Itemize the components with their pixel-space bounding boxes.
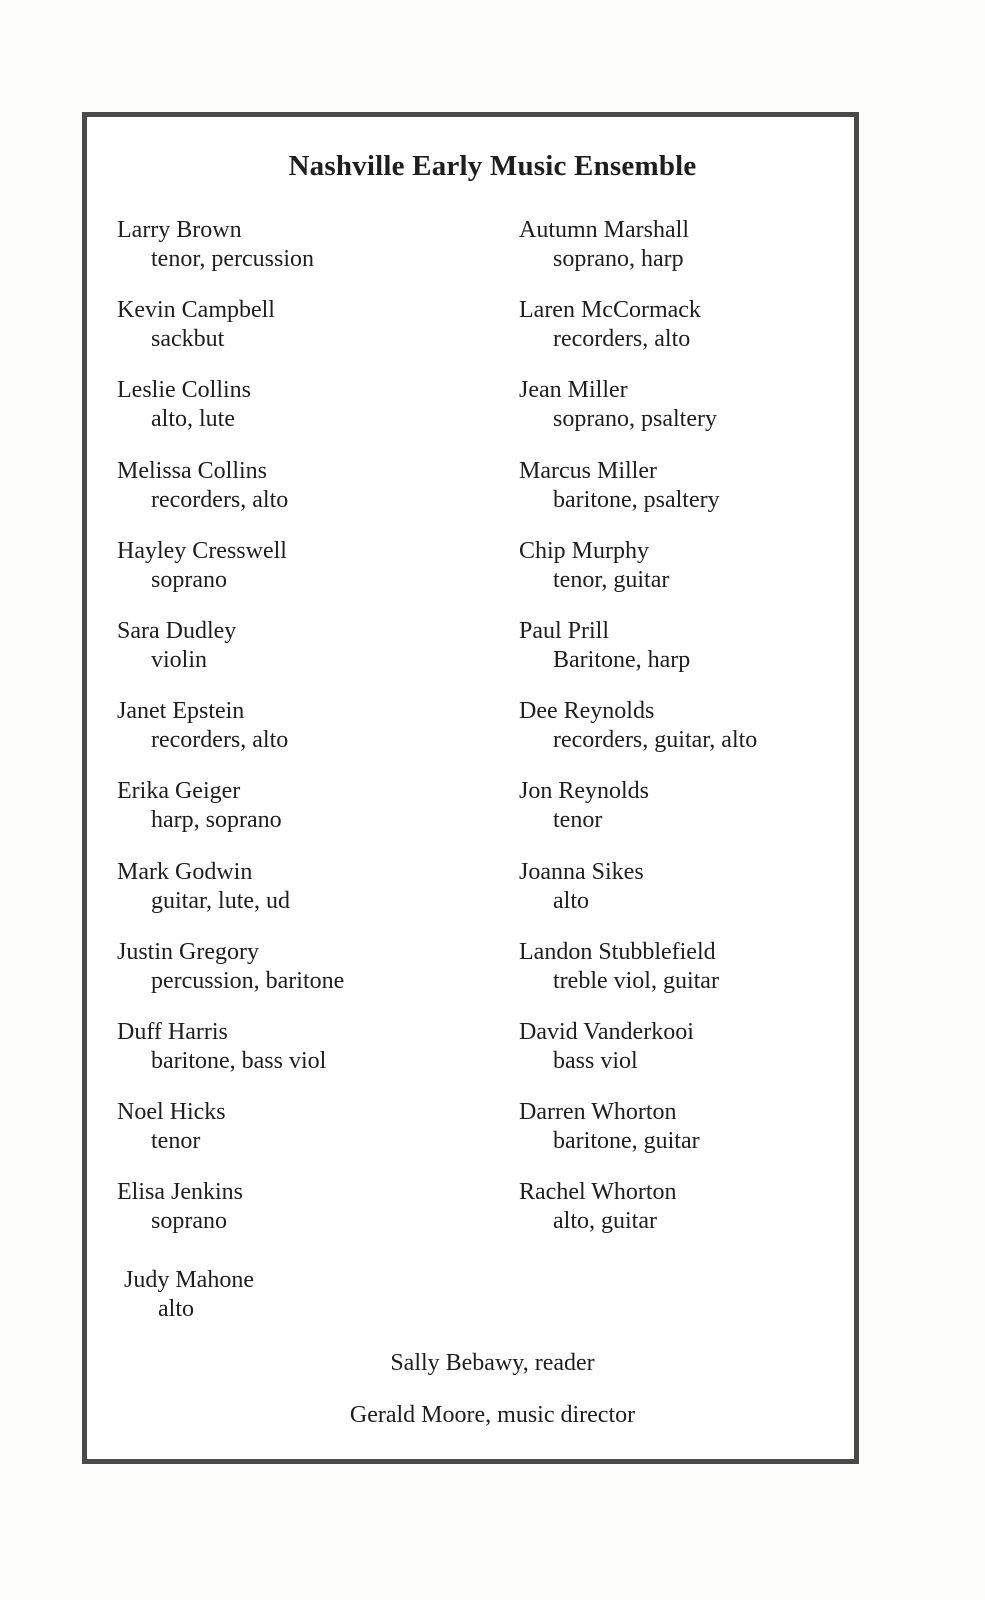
member-name: Elisa Jenkins [117,1179,243,1206]
member-role: alto [553,887,589,914]
member-name: Laren McCormack [519,297,701,324]
member-role: bass viol [553,1047,638,1074]
member-role: recorders, alto [151,486,289,513]
member-role: soprano [151,1208,227,1235]
member-role: recorders, alto [151,727,289,754]
director-credit: Gerald Moore, music director [349,1402,636,1428]
member-entry [519,776,757,856]
member-entry [117,937,344,1017]
member-name: Leslie Collins [117,377,251,404]
member-entry [519,215,757,295]
member-entry [519,857,757,937]
member-role: tenor, percussion [151,246,314,272]
member-role: baritone, guitar [553,1128,700,1155]
member-role: harp, soprano [151,807,282,834]
reader-credit: Sally Bebawy, reader [390,1350,595,1376]
member-name: Hayley Cresswell [117,537,287,564]
member-name: Kevin Campbell [117,297,275,324]
member-entry [117,1097,344,1177]
member-entry [117,375,344,455]
member-entry [117,696,344,776]
member-entry [117,295,344,375]
member-role: soprano, psaltery [553,406,717,433]
member-role: violin [151,646,208,673]
page-title: Nashville Early Music Ensemble [288,150,697,182]
member-name: Joanna Sikes [519,858,644,885]
member-role: baritone, bass viol [151,1047,327,1074]
member-role: recorders, alto [553,326,691,353]
member-entry [117,456,344,536]
member-role: tenor [553,807,603,834]
member-role: percussion, baritone [151,967,345,994]
member-entry [117,776,344,856]
member-entry [117,1177,344,1257]
member-name: Justin Gregory [117,938,259,965]
member-name: Darren Whorton [519,1099,677,1126]
member-role: tenor, guitar [553,566,670,593]
member-name: Duff Harris [117,1018,228,1045]
member-entry [117,857,344,937]
member-name: Autumn Marshall [519,217,689,243]
member-entry [117,1017,344,1097]
member-entry [519,456,757,536]
member-role: recorders, guitar, alto [553,727,758,754]
member-name: Rachel Whorton [519,1179,677,1206]
member-name: Melissa Collins [117,457,268,484]
member-name: Erika Geiger [117,778,241,805]
member-entry [117,215,344,295]
member-role: alto [158,1296,194,1322]
member-name: Jon Reynolds [519,778,650,805]
member-role: alto, guitar [553,1208,657,1235]
member-role: soprano [151,566,227,593]
member-name: David Vanderkooi [519,1018,694,1045]
member-role: alto, lute [151,406,235,433]
member-name: Paul Prill [519,617,610,644]
member-role: treble viol, guitar [553,967,719,994]
member-name: Jean Miller [519,377,628,404]
member-name: Chip Murphy [519,537,650,564]
member-entry [519,696,757,776]
member-role: tenor [151,1128,201,1155]
member-role: baritone, psaltery [553,486,720,513]
member-name: Judy Mahone [124,1267,254,1293]
member-entry [519,1017,757,1097]
member-entry [519,375,757,455]
member-name: Dee Reynolds [519,698,655,725]
member-name: Larry Brown [117,217,242,243]
member-entry [519,536,757,616]
member-name: Marcus Miller [519,457,657,484]
member-entry [519,295,757,375]
member-name: Janet Epstein [117,698,245,725]
member-entry-extra [124,1265,254,1345]
member-entry [117,536,344,616]
member-entry [519,616,757,696]
member-name: Sara Dudley [117,617,237,644]
member-entry [117,616,344,696]
member-role: sackbut [151,326,225,353]
left-member-column [117,215,344,1257]
member-role: guitar, lute, ud [151,887,291,914]
member-entry [519,937,757,1017]
right-member-column [519,215,757,1257]
member-role: soprano, harp [553,246,684,272]
member-name: Noel Hicks [117,1099,226,1126]
member-name: Mark Godwin [117,858,253,885]
member-name: Landon Stubblefield [519,938,716,965]
member-role: Baritone, harp [553,646,691,673]
member-entry [519,1177,757,1257]
member-entry [519,1097,757,1177]
